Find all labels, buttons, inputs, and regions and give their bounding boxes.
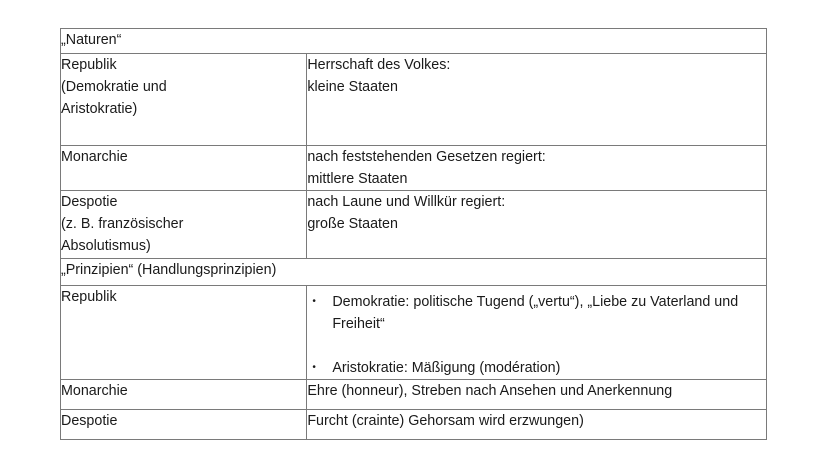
table-row	[61, 191, 767, 259]
bullet-icon: •	[312, 296, 316, 307]
principles-cell	[307, 286, 767, 380]
desc-cell	[307, 146, 767, 191]
form-cell	[61, 54, 307, 146]
desc-cell	[307, 191, 767, 259]
form-text: Despotie	[61, 413, 118, 429]
form-text: (Demokratie und	[61, 79, 167, 95]
desc-cell	[307, 410, 767, 440]
desc-text: Ehre (honneur), Streben nach Ansehen und Anerkennung	[307, 383, 673, 399]
form-text: Republik	[61, 289, 117, 305]
form-cell	[61, 410, 307, 440]
form-text: Despotie	[61, 194, 118, 210]
form-cell	[61, 146, 307, 191]
desc-text: nach Laune und Willkür regiert:	[307, 194, 506, 210]
form-cell	[61, 380, 307, 410]
form-text: Absolutismus)	[61, 238, 151, 254]
table-row-prinzipien-header	[61, 259, 767, 286]
form-text: Republik	[61, 57, 117, 73]
desc-text: Furcht (crainte) Gehorsam wird erzwungen)	[307, 413, 584, 429]
bullet-icon: •	[312, 362, 316, 373]
list-item	[307, 357, 762, 379]
table-row	[61, 410, 767, 440]
form-text: Monarchie	[61, 149, 128, 165]
table-row	[61, 380, 767, 410]
desc-text: Herrschaft des Volkes:	[307, 57, 451, 73]
form-text: Monarchie	[61, 383, 128, 399]
table-row	[61, 146, 767, 191]
desc-text: große Staaten	[307, 216, 398, 232]
list-item	[307, 291, 762, 335]
section-header-prinzipien: „Prinzipien“ (Handlungsprinzipien)	[61, 259, 767, 286]
form-cell	[61, 191, 307, 259]
table-row	[61, 54, 767, 146]
form-cell	[61, 286, 307, 380]
bullet-text: Aristokratie: Mäßigung (modération)	[332, 360, 561, 376]
desc-text: mittlere Staaten	[307, 171, 408, 187]
desc-text: kleine Staaten	[307, 79, 398, 95]
desc-text: nach feststehenden Gesetzen regiert:	[307, 149, 546, 165]
section-header-naturen: „Naturen“	[61, 29, 767, 54]
government-forms-table	[60, 28, 767, 440]
form-text: Aristokratie)	[61, 101, 138, 117]
desc-cell	[307, 380, 767, 410]
form-text: (z. B. französischer	[61, 216, 184, 232]
table-row-naturen-header	[61, 29, 767, 54]
table-row	[61, 286, 767, 380]
bullet-text: Demokratie: politische Tugend („vertu“), „Liebe zu Vaterland und Freiheit“	[332, 294, 739, 332]
desc-cell	[307, 54, 767, 146]
